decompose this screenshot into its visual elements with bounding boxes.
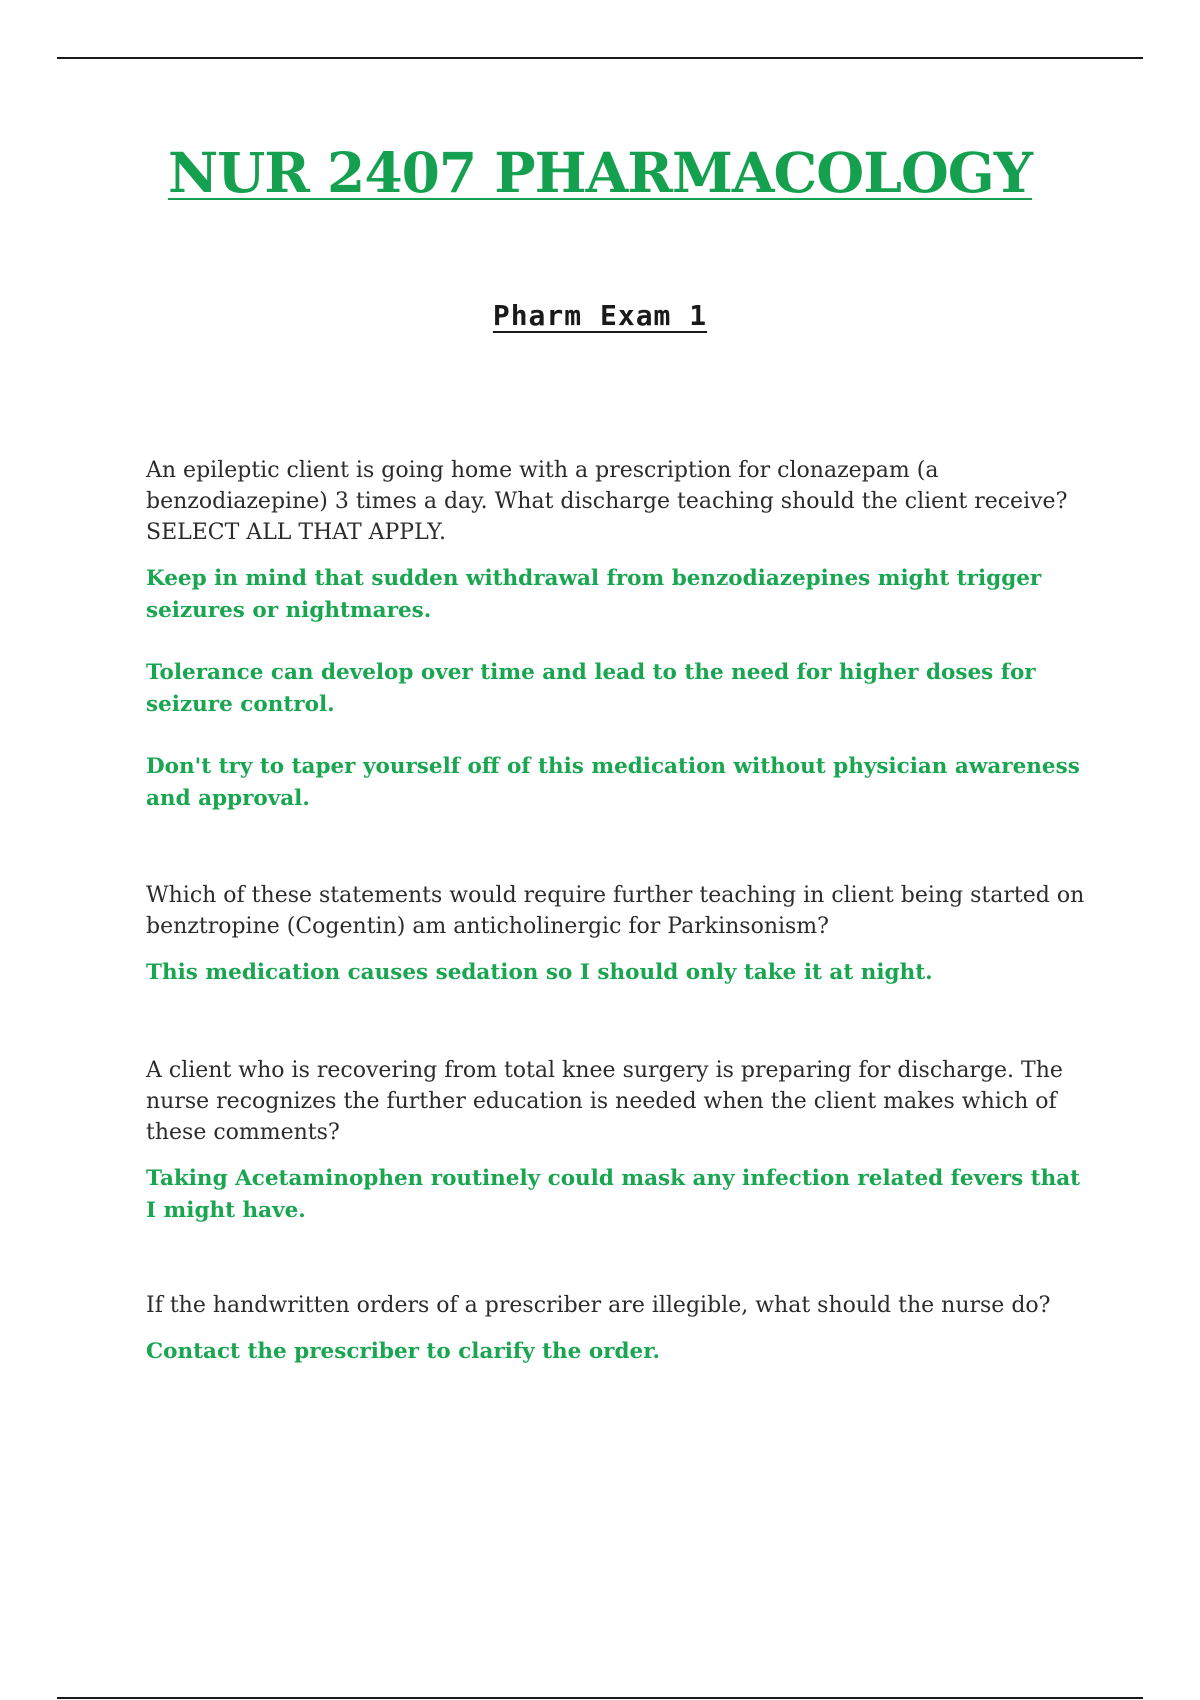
question-text: A client who is recovering from total knee surgery is preparing for discharge. The nurse recognizes the further education is needed when the client makes which of these comments?	[146, 1058, 1063, 1145]
document-title-text: NUR 2407 PHARMACOLOGY	[167, 140, 1033, 205]
question-block	[146, 455, 1086, 815]
question-block	[146, 880, 1086, 989]
question-text: An epileptic client is going home with a prescription for clonazepam (a benzodiazepine) 3 times a day. What discharge teaching should the client receive? SELECT ALL THAT APPLY.	[146, 458, 1068, 545]
question-text: If the handwritten orders of a prescriber are illegible, what should the nurse do?	[146, 1293, 1051, 1318]
top-divider	[57, 57, 1143, 59]
answer-text: Don't try to taper yourself off of this medication without physician awareness and approval.	[146, 754, 1080, 811]
document-subtitle	[0, 299, 1200, 332]
question-text: Which of these statements would require further teaching in client being started on benztropine (Cogentin) am anticholinergic for Parkinsonism?	[146, 883, 1085, 939]
answer-text: Contact the prescriber to clarify the order.	[146, 1339, 661, 1364]
answer-text: This medication causes sedation so I should only take it at night.	[146, 960, 933, 985]
answer-text: Tolerance can develop over time and lead to the need for higher doses for seizure control.	[146, 660, 1036, 717]
answer-text: Keep in mind that sudden withdrawal from benzodiazepines might trigger seizures or nightmares.	[146, 566, 1042, 623]
document-title	[0, 140, 1200, 205]
answer-text: Taking Acetaminophen routinely could mask any infection related fevers that I might have.	[146, 1166, 1081, 1223]
question-block	[146, 1055, 1086, 1227]
bottom-divider	[57, 1697, 1143, 1699]
document-subtitle-text: Pharm Exam 1	[492, 299, 708, 332]
question-block	[146, 1290, 1086, 1368]
